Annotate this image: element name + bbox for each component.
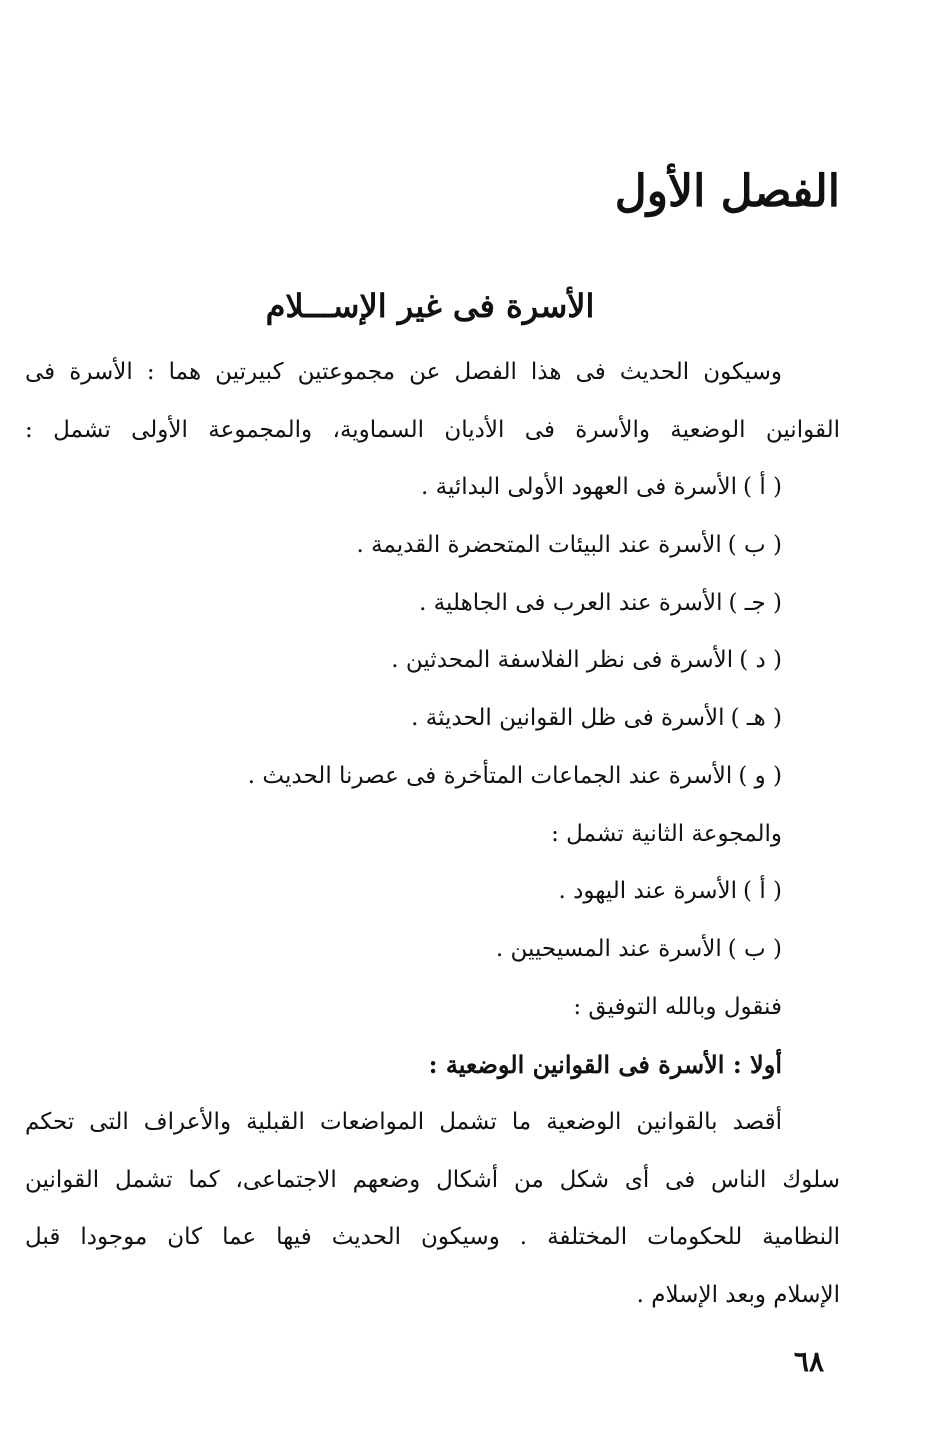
- group1-list: [25, 459, 840, 805]
- item-text: الأسرة عند الجماعات المتأخرة فى عصرنا الحديث .: [247, 762, 733, 789]
- list-item: [25, 690, 840, 748]
- item-marker: ( د ): [739, 647, 782, 674]
- item-text: الأسرة فى العهود الأولى البدائية .: [420, 474, 738, 501]
- item-marker: ( أ ): [743, 474, 782, 501]
- paragraph-line-1: أقصد بالقوانين الوضعية ما تشمل المواضعات القبلية والأعراف التى تحكم: [25, 1108, 782, 1135]
- item-text: الأسرة عند العرب فى الجاهلية .: [419, 589, 723, 616]
- list-item: [25, 863, 840, 921]
- list-item: [25, 921, 840, 979]
- paragraph-line-2: سلوك الناس فى أى شكل من أشكال وضعهم الاجتماعى، كما تشمل القوانين: [25, 1166, 840, 1193]
- item-marker: ( و ): [738, 762, 782, 789]
- page-body: [25, 344, 840, 1325]
- intro-line-2: القوانين الوضعية والأسرة فى الأديان السماوية، والمجموعة الأولى تشمل :: [25, 416, 840, 443]
- list-item: [25, 748, 840, 806]
- item-marker: ( أ ): [743, 878, 782, 905]
- item-text: الأسرة عند البيئات المتحضرة القديمة .: [356, 532, 722, 559]
- item-marker: ( ب ): [727, 532, 782, 559]
- item-text: الأسرة فى ظل القوانين الحديثة .: [411, 705, 725, 732]
- paragraph-line-3: النظامية للحكومات المختلفة . وسيكون الحديث فيها عما كان موجودا قبل: [25, 1224, 840, 1251]
- section-title: الأسرة فى غير الإســـلام: [265, 287, 595, 325]
- item-text: الأسرة فى نظر الفلاسفة المحدثين .: [391, 647, 734, 674]
- item-text: الأسرة عند اليهود .: [558, 878, 738, 905]
- paragraph-line-4: الإسلام وبعد الإسلام .: [636, 1282, 840, 1308]
- page-number: ٦٨: [793, 1345, 824, 1378]
- intro-line-1: وسيكون الحديث فى هذا الفصل عن مجموعتين كبيرتين هما : الأسرة فى: [25, 359, 782, 385]
- item-marker: ( هـ ): [730, 705, 782, 732]
- item-marker: ( جـ ): [728, 589, 782, 616]
- chapter-title: الفصل الأول: [614, 166, 840, 217]
- subheading: أولا : الأسرة فى القوانين الوضعية :: [428, 1050, 782, 1080]
- list-item: [25, 632, 840, 690]
- list-item: [25, 575, 840, 633]
- closing-phrase: فنقول وبالله التوفيق :: [573, 993, 782, 1020]
- list-item: [25, 517, 840, 575]
- list-item: [25, 459, 840, 517]
- item-text: الأسرة عند المسيحيين .: [495, 935, 722, 962]
- group2-list: [25, 863, 840, 978]
- group2-intro: والمجوعة الثانية تشمل :: [551, 820, 782, 847]
- item-marker: ( ب ): [727, 935, 782, 962]
